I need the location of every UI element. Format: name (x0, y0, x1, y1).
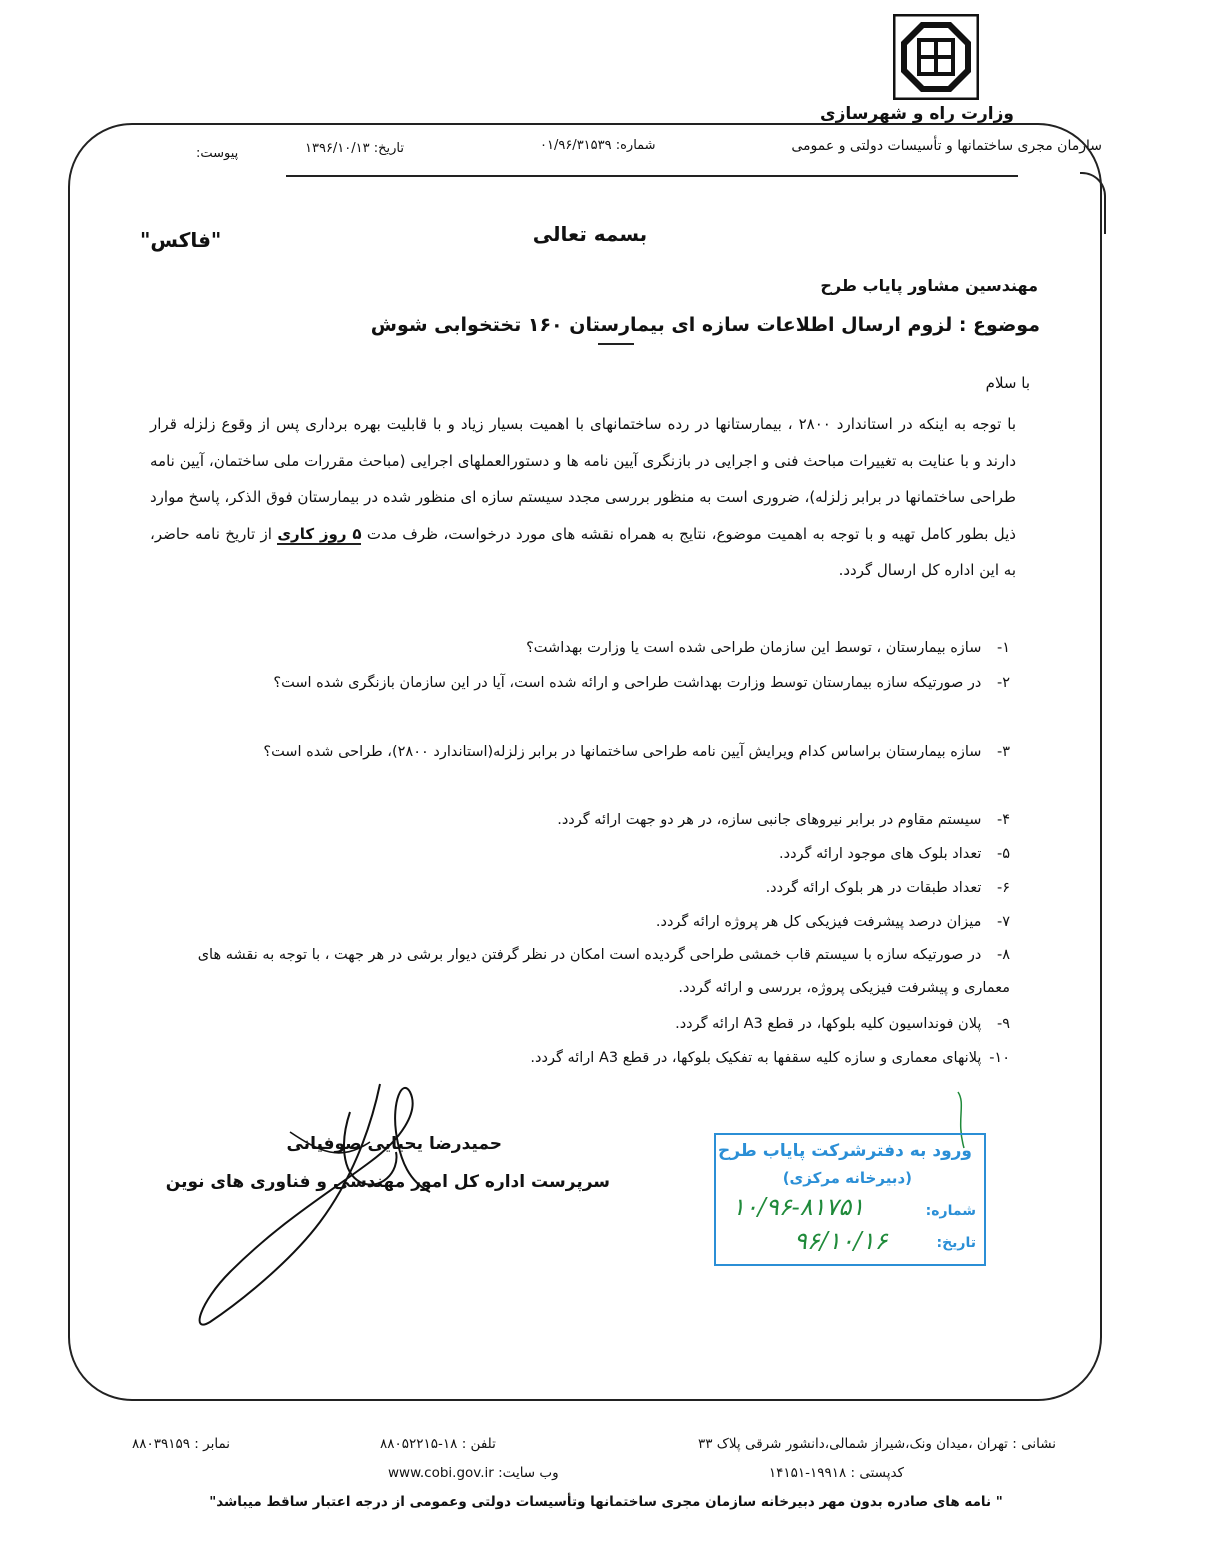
organization-name: سازمان مجری ساختمانها و تأسیسات دولتی و عمومی (791, 138, 1102, 154)
fax-label: "فاکس" (140, 228, 222, 252)
list-item: ۸- در صورتیکه سازه با سیستم قاب خمشی طراحی گردیده است امکان در نظر گرفتن دیوار برشی در هر جهت ، با توجه به نقشه های معماری و پیشرفت فیزیکی پروژه، بررسی و ارائه گردد. (197, 947, 1010, 996)
salutation: با سلام (985, 374, 1030, 392)
subject-underline (598, 343, 634, 345)
subject-suffix: تختخوابی شوش (370, 314, 522, 336)
ministry-logo (893, 14, 979, 100)
list-item: ۶- تعداد طبقات در هر بلوک ارائه گردد. (765, 880, 1010, 896)
signer-title: سرپرست اداره کل امور مهندسی و فناوری های نوین (165, 1172, 610, 1192)
footer-website: وب سایت: www.cobi.gov.ir (388, 1465, 559, 1481)
list-item: ۱۰- پلانهای معماری و سازه کلیه سقفها به تفکیک بلوکها، در قطع A3 ارائه گردد. (530, 1050, 1010, 1066)
footer-postcode: کدپستی : ۱۹۹۱۸-۱۴۱۵۱ (768, 1465, 904, 1481)
stamp-number-label: شماره: (925, 1203, 976, 1219)
footer-phone: تلفن : ۱۸-۸۸۰۵۲۲۱۵ (380, 1436, 496, 1452)
subject-prefix: موضوع : لزوم ارسال اطلاعات سازه ای بیمارستان (569, 314, 1040, 336)
stamp-title: ورود به دفترشرکت پایاب طرح (717, 1141, 972, 1161)
footer-note: " نامه های صادره بدون مهر دبیرخانه سازمان مجری ساختمانها وتأسیسات دولتی وعمومی از درجه اعتبار ساقط میباشد" (209, 1494, 1003, 1510)
stamp-number-value: ۱۰/۹۶-۸۱۷۵۱ (732, 1193, 865, 1221)
paragraph-text-b: از تاریخ نامه حاضر، به این اداره کل ارسال گردد. (150, 524, 1016, 580)
handwritten-signature (170, 1072, 510, 1332)
stamp-subtitle: (دبیرخانه مرکزی) (782, 1169, 912, 1187)
signer-name: حمیدرضا یحیایی صوفیانی (286, 1134, 502, 1154)
list-item: ۴- سیستم مقاوم در برابر نیروهای جانبی سازه، در هر دو جهت ارائه گردد. (557, 812, 1010, 828)
list-item: ۲- در صورتیکه سازه بیمارستان توسط وزارت بهداشت طراحی و ارائه شده است، آیا در این سازمان بازنگری شده است؟ (273, 675, 1010, 691)
attachment-label: پیوست: (196, 146, 239, 161)
recipient: مهندسین مشاور پایاب طرح (820, 276, 1038, 295)
list-item: ۳- سازه بیمارستان براساس کدام ویرایش آیین نامه طراحی ساختمانها در برابر زلزله(استاندارد ۲۸۰۰)، طراحی شده است؟ (263, 744, 1010, 760)
stamp-date-label: تاریخ: (936, 1235, 976, 1251)
footer-address: نشانی : تهران ،میدان ونک،شیراز شمالی،دانشور شرقی پلاک ۳۳ (697, 1436, 1056, 1452)
subject-line (371, 314, 1040, 336)
letter-number: شماره: ۰۱/۹۶/۳۱۵۳۹ (540, 138, 656, 153)
list-item: ۷- میزان درصد پیشرفت فیزیکی کل هر پروژه ارائه گردد. (655, 914, 1010, 930)
bismillah-heading: بسمه تعالی (532, 222, 648, 246)
frame-corner (1080, 172, 1106, 234)
receipt-stamp (714, 1133, 986, 1266)
ministry-name: وزارت راه و شهرسازی (819, 104, 1014, 124)
list-item: ۱- سازه بیمارستان ، توسط این سازمان طراحی شده است یا وزارت بهداشت؟ (526, 640, 1010, 656)
subject-number: ۱۶۰ (527, 314, 563, 336)
paragraph-text-a: با توجه به اینکه در استاندارد ۲۸۰۰ ، بیمارستانها در رده ساختمانهای با اهمیت بسیار زیاد و با قابلیت بهره برداری پس از وقوع زلزله قرار دارند و با عنایت به تغییرات مباحث فنی و اجرایی در بازنگری آیین نامه ها و دستورالعملهای اجرایی (مباحث مقررات ملی ساختمان، آیین نامه طراحی ساختمانها در برابر زلزله)، ضروری است به منظور بررسی مجدد سیستم سازه ای منظور شده در بیمارستان فوق الذکر، پاسخ موارد ذیل بطور کامل تهیه و با توجه به اهمیت موضوع، نتایج به همراه نقشه های مورد درخواست، ظرف مدت (150, 415, 1016, 543)
deadline-emphasis: ۵ روز کاری (277, 524, 362, 543)
list-item: ۹- پلان فونداسیون کلیه بلوکها، در قطع A3 ارائه گردد. (675, 1016, 1010, 1032)
list-item: ۵- تعداد بلوک های موجود ارائه گردد. (779, 846, 1010, 862)
body-paragraph (150, 406, 1016, 589)
footer-fax: نمابر : ۸۸۰۳۹۱۵۹ (132, 1436, 231, 1452)
stamp-date-value: ۹۶/۱۰/۱۶ (794, 1227, 888, 1255)
letter-date: تاریخ: ۱۳۹۶/۱۰/۱۳ (305, 141, 405, 156)
